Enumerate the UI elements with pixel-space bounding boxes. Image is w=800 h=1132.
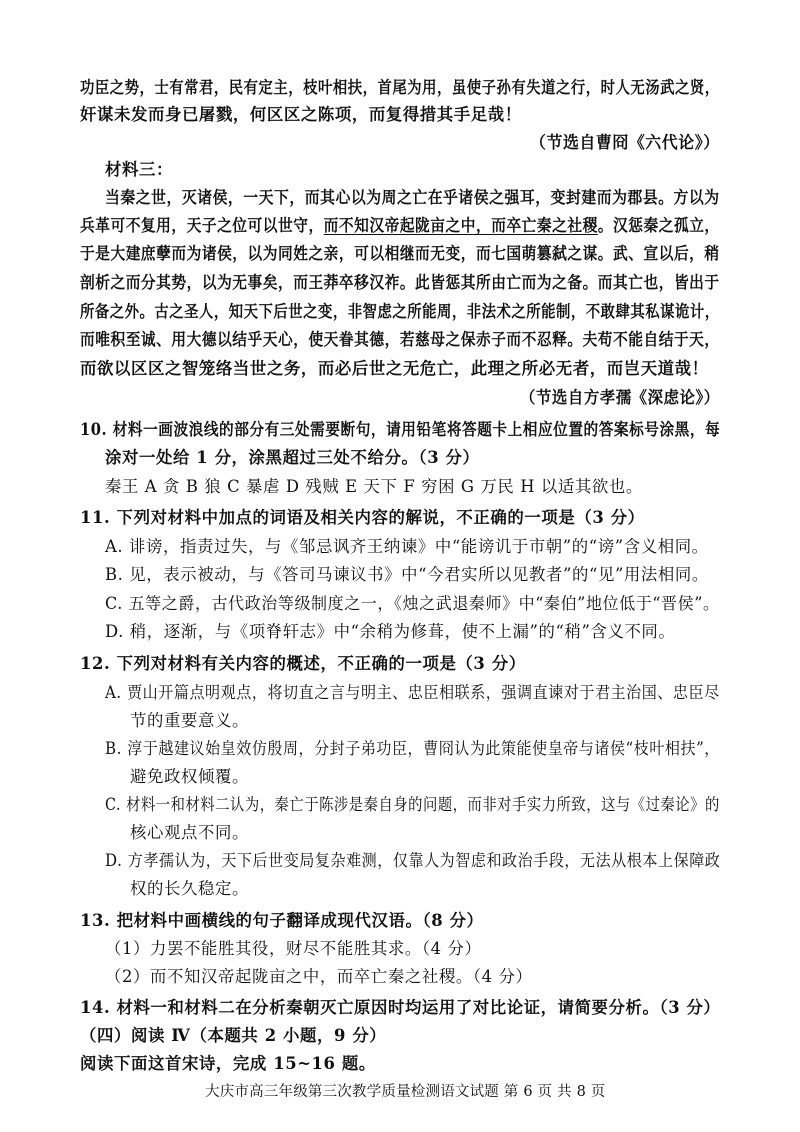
option-a: A. 诽谤，指责过失，与《邹忌讽齐王纳谏》中“能谤讥于市朝”的“谤”含义相同。 (105, 537, 709, 556)
question-14: 14. 材料一和材料二在分析秦朝灭亡原因时均运用了对比论证，请简要分析。（3 分） (80, 998, 721, 1017)
question-10-cont: 涂对一处给 1 分，涂黑超过三处不给分。（3 分） (105, 448, 480, 467)
passage-line: 功臣之势，士有常君，民有定主，枝叶相扶，首尾为用，虽使子孙有失道之行，时人无汤武之贤， (80, 78, 720, 97)
source-citation: （节选自方孝孺《深虑论》） (520, 388, 720, 407)
source-citation: （节选自曹冏《六代论》） (530, 133, 720, 152)
page-footer: 大庆市高三年级第三次教学质量检测语文试题 第 6 页 共 8 页 (205, 1084, 606, 1100)
option-c-cont: 核心观点不同。 (130, 823, 249, 842)
question-13-part-2: （2）而不知汉帝起陇亩之中，而卒亡秦之社稷。（4 分） (105, 967, 533, 986)
question-12: 12. 下列对材料有关内容的概述，不正确的一项是（3 分） (80, 654, 526, 673)
option-b-cont: 避免政权倾覆。 (130, 767, 249, 786)
passage-line: 于是大建庶孽而为诸侯，以为同姓之亲，可以相继而无变，而七国萌篡弑之谋。武、宣以后，稍 (80, 244, 720, 263)
question-11: 11. 下列对材料中加点的词语及相关内容的解说，不正确的一项是（3 分） (80, 508, 645, 527)
option-b: B. 见，表示被动，与《答司马谏议书》中“今君实所以见教者”的“见”用法相同。 (105, 565, 709, 584)
passage-line: 当秦之世，灭诸侯，一天下，而其心以为周之亡在乎诸侯之强耳，变封建而为郡县。方以为 (105, 188, 720, 207)
option-a: A. 贾山开篇点明观点，将切直之言与明主、忠臣相联系，强调直谏对于君主治国、忠臣尽 (105, 683, 720, 702)
passage-text: 兵革可不复用，天子之位可以世守， (80, 216, 324, 235)
section-heading: （四）阅读 Ⅳ（本题共 2 小题，9 分） (80, 1026, 387, 1045)
passage-line: 剖析之而分其势，以为无事矣，而王莽卒移汉祚。此皆惩其所由亡而为之备。而其亡也，皆出于 (80, 273, 720, 292)
passage-line: 而唯积至诚、用大德以结乎天心，使天眷其德，若慈母之保赤子而不忍释。夫苟不能自结于天， (80, 330, 720, 349)
option-d: D. 稍，逐渐，与《项脊轩志》中“余稍为修葺，使不上漏”的“稍”含义不同。 (105, 622, 676, 641)
material-heading: 材料三： (105, 160, 173, 179)
option-a-cont: 节的重要意义。 (130, 711, 249, 730)
passage-line (80, 214, 720, 240)
question-13-part-1: （1）力罢不能胜其役，财尽不能胜其求。（4 分） (105, 939, 482, 958)
underlined-sentence: 而不知汉帝起陇亩之中，而卒亡秦之社稷 (323, 216, 598, 235)
instruction: 阅读下面这首宋诗，完成 15~16 题。 (80, 1054, 376, 1073)
option-d-cont: 权的长久稳定。 (130, 879, 249, 898)
passage-line: 而欲以区区之智笼络当世之务，而必后世之无危亡，此理之所必无者，而岂天道哉！ (80, 359, 709, 378)
question-10: 10. 材料一画波浪线的部分有三处需要断句，请用铅笔将答题卡上相应位置的答案标号涂黑，每 (80, 420, 721, 439)
passage-line: 奸谋未发而身已屠戮，何区区之陈项，而复得措其手足哉！ (80, 105, 522, 124)
passage-text: 。汉惩秦之孤立， (597, 216, 720, 235)
question-13: 13. 把材料中画横线的句子翻译成现代汉语。（8 分） (80, 911, 484, 930)
option-c: C. 五等之爵，古代政治等级制度之一，《烛之武退秦师》中“秦伯”地位低于“晋侯”。 (105, 594, 720, 613)
option-b: B. 淳于越建议始皇效仿殷周，分封子弟功臣，曹冏认为此策能使皇帝与诸侯“枝叶相扶”， (105, 739, 720, 758)
option-d: D. 方孝孺认为，天下后世变局复杂难测，仅靠人为智虑和政治手段，无法从根本上保障政 (105, 851, 721, 870)
question-10-sentence: 秦王 A 贪 B 狼 C 暴虐 D 残贼 E 天下 F 穷困 G 万民 H 以适其欲也。 (105, 477, 643, 496)
passage-line: 所备之外。古之圣人，知天下后世之变，非智虑之所能周，非法术之所能制，不敢肆其私谋诡计， (80, 302, 720, 321)
option-c: C. 材料一和材料二认为，秦亡于陈涉是秦自身的问题，而非对手实力所致，这与《过秦论》的 (105, 795, 720, 814)
